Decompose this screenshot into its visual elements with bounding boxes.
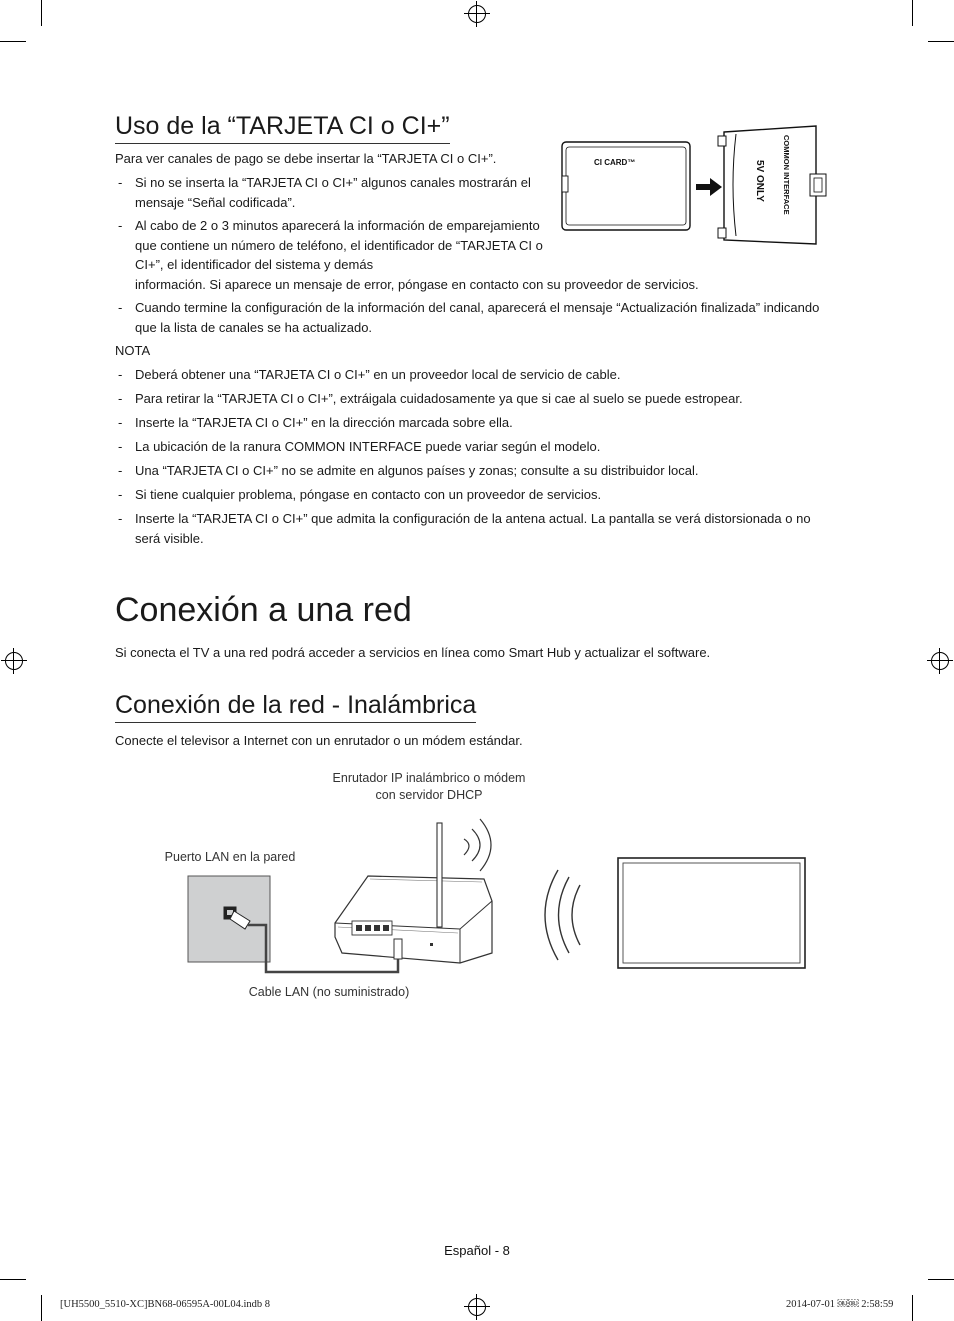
section-title-wireless: [115, 690, 476, 723]
slot-label-common-interface: COMMON INTERFACE: [782, 135, 791, 215]
ci-card-label: CI CARD™: [594, 158, 636, 167]
antenna-icon: [437, 823, 442, 927]
router-power-led: [430, 943, 433, 946]
crop-mark: [912, 1295, 913, 1321]
crop-mark: [41, 1295, 42, 1321]
registration-mark-icon: [931, 652, 949, 670]
router-icon: [335, 876, 492, 963]
list-item: - Deberá obtener una “TARJETA CI o CI+” en un proveedor local de servicio de cable.: [115, 365, 830, 385]
wireless-intro: Conecte el televisor a Internet con un enrutador o un módem estándar.: [115, 733, 523, 748]
registration-mark-icon: [468, 1298, 486, 1316]
router-label-line-1: Enrutador IP inalámbrico o módem: [332, 771, 526, 785]
list-item: - Al cabo de 2 o 3 minutos aparecerá la información de emparejamiento que contiene un número de teléfono, el identificador de “TARJETA CI o CI+”, el identificador del sistema y demás información. Si aparece un mensaje de error, póngase en contacto con su proveedor de servicios.: [118, 218, 699, 292]
page-number: Español - 8: [444, 1243, 510, 1258]
list-item: - Inserte la “TARJETA CI o CI+” que admita la configuración de la antena actual. La pantalla se verá distorsionada o no será visible.: [115, 509, 830, 548]
registration-mark-icon: [468, 5, 486, 23]
wifi-wave-icon: [572, 885, 580, 945]
note-list: [115, 365, 830, 553]
list-item: - Una “TARJETA CI o CI+” no se admite en algunos países y zonas; consulte a su distribuidor local.: [115, 461, 830, 481]
list-item: - Inserte la “TARJETA CI o CI+” en la dirección marcada sobre ella.: [115, 413, 830, 433]
page-title: Conexión a una red: [115, 591, 412, 629]
wifi-wave-icon: [464, 839, 469, 855]
section-title-wireless-text: Conexión de la red - Inalámbrica: [115, 690, 476, 723]
list-item: - Si no se inserta la “TARJETA CI o CI+” algunos canales mostrarán el mensaje “Señal codificada”.: [115, 173, 555, 212]
list-item: - Si tiene cualquier problema, póngase en contacto con un proveedor de servicios.: [115, 485, 830, 505]
crop-mark: [912, 0, 913, 26]
slot-label-5v-only: 5V ONLY: [754, 160, 765, 202]
crop-mark: [928, 1279, 954, 1280]
ci-bullet-list: [115, 173, 555, 217]
network-diagram: [180, 815, 810, 980]
note-heading: NOTA: [115, 343, 151, 358]
crop-mark: [41, 0, 42, 26]
arrow-right-icon: [696, 178, 722, 196]
network-intro: Si conecta el TV a una red podrá acceder a servicios en línea como Smart Hub y actualizar el software.: [115, 645, 711, 660]
ci-bullet-list-2: [115, 298, 830, 342]
crop-mark: [928, 41, 954, 42]
section-title-ci-text: Uso de la “TARJETA CI o CI+”: [115, 111, 450, 144]
list-item: - La ubicación de la ranura COMMON INTERFACE puede variar según el modelo.: [115, 437, 830, 457]
section-title-ci: [115, 111, 450, 144]
ci-slot: [724, 126, 816, 244]
ci-intro: Para ver canales de pago se debe insertar la “TARJETA CI o CI+”.: [115, 151, 497, 166]
router-label-line-2: con servidor DHCP: [375, 788, 483, 802]
registration-mark-icon: [5, 652, 23, 670]
router-label: [309, 770, 549, 804]
list-item: - Para retirar la “TARJETA CI o CI+”, extráigala cuidadosamente ya que si cae al suelo se puede estropear.: [115, 389, 830, 409]
wall-lan-label: Puerto LAN en la pared: [164, 850, 296, 864]
crop-mark: [0, 1279, 26, 1280]
crop-mark: [0, 41, 26, 42]
print-slug-left: [UH5500_5510-XC]BN68-06595A-00L04.indb 8: [60, 1299, 270, 1310]
list-item: - Cuando termine la configuración de la información del canal, aparecerá el mensaje “Actualización finalizada” indicando que la lista de canales se ha actualizado.: [115, 298, 830, 337]
lan-cable-label: Cable LAN (no suministrado): [248, 985, 410, 999]
print-slug-right: 2014-07-01 ￼￼ 2:58:59: [786, 1299, 894, 1310]
